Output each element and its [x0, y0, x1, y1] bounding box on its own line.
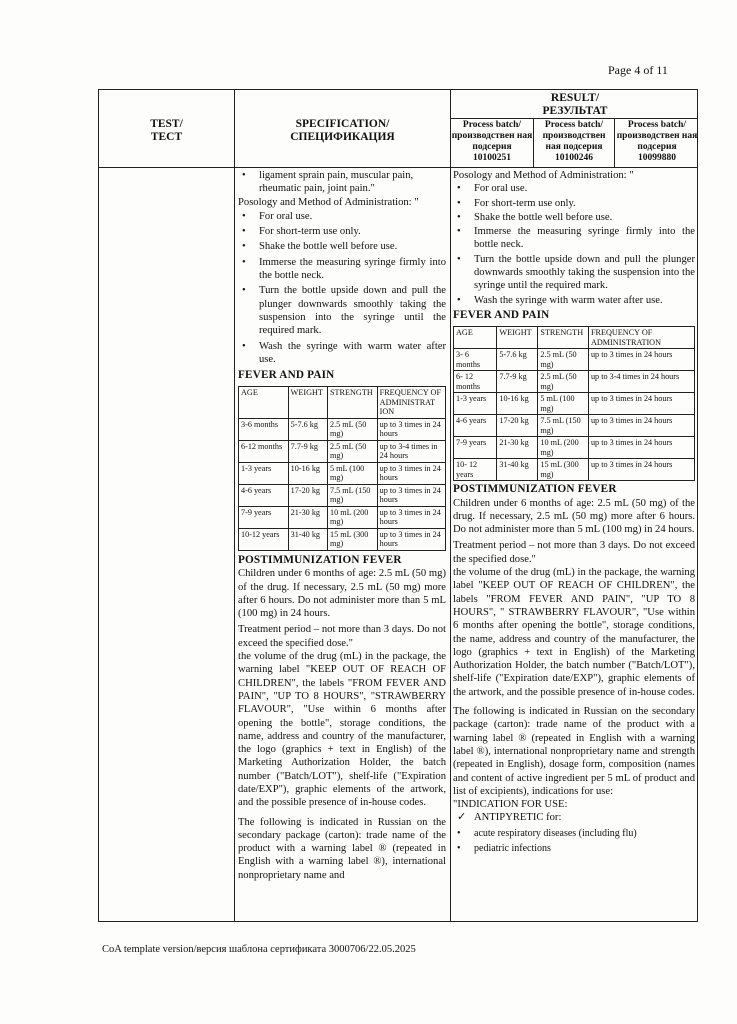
table-cell: up to 3 times in 24 hours — [588, 437, 694, 459]
fever-pain-title: FEVER AND PAIN — [453, 308, 550, 321]
posology-list — [238, 210, 446, 366]
list-item: • acute respiratory diseases (including flu) — [453, 827, 695, 840]
test-header: TEST/ ТЕСТ — [150, 118, 183, 143]
indication-title: "INDICATION FOR USE: — [453, 799, 568, 811]
table-cell: 2.5 mL (50 mg) — [328, 418, 378, 440]
list-item: • Turn the bottle upside down and pull the plunger downwards smoothly taking the suspension into the syringe until the required mark. — [453, 253, 695, 293]
indications-list — [238, 169, 446, 196]
specification-column — [238, 169, 446, 882]
table-cell: 7.7-9 kg — [497, 371, 538, 393]
table-cell: 10 mL (200 mg) — [538, 437, 589, 459]
table-cell: 7-9 years — [239, 506, 289, 528]
table-cell: 4-6 years — [454, 415, 497, 437]
treatment-text: Treatment period – not more than 3 days. Do not exceed the specified dose." — [453, 540, 695, 565]
list-item: • For oral use. — [453, 182, 695, 195]
table-cell: 3- 6 months — [454, 349, 497, 371]
result-header: RESULT/ РЕЗУЛЬТАТ — [542, 92, 608, 117]
table-cell: 2.5 mL (50 mg) — [538, 371, 589, 393]
table-row — [454, 459, 695, 481]
batch-column-1: Process batch/ производствен ная подсерия 10100251 — [451, 120, 533, 163]
table-cell: 10-16 kg — [288, 462, 327, 484]
table-cell: up to 3-4 times in 24 hours — [588, 371, 694, 393]
postimmunization-title: POSTIMMUNIZATION FEVER — [453, 483, 617, 496]
table-header: AGE — [454, 327, 497, 349]
table-cell: 4-6 years — [239, 484, 289, 506]
table-cell: up to 3 times in 24 hours — [377, 506, 445, 528]
table-cell: 31-40 kg — [288, 528, 327, 550]
table-row — [239, 506, 446, 528]
table-cell: 21-30 kg — [497, 437, 538, 459]
table-cell: 7.5 mL (150 mg) — [538, 415, 589, 437]
table-row — [454, 415, 695, 437]
table-cell: 5 mL (100 mg) — [328, 462, 378, 484]
postimmunization-text: Children under 6 months of age: 2.5 mL (50 mg) of the drug. If necessary, 2.5 mL (50 mg) more after 6 hours. Do not administer more than 5 mL (100 mg) in 24 hours. — [238, 568, 446, 620]
list-item: • Shake the bottle well before use. — [238, 240, 446, 253]
table-cell: 5 mL (100 mg) — [538, 393, 589, 415]
table-cell: 5-7.6 kg — [288, 418, 327, 440]
table-cell: 7.7-9 kg — [288, 440, 327, 462]
posology-list — [453, 182, 695, 307]
table-row — [454, 393, 695, 415]
postimmunization-title: POSTIMMUNIZATION FEVER — [238, 553, 402, 566]
table-header: FREQUENCY OF ADMINISTRAT ION — [377, 387, 445, 419]
fever-pain-title: FEVER AND PAIN — [238, 369, 335, 382]
table-row — [454, 371, 695, 393]
table-row — [239, 528, 446, 550]
list-item: • pediatric infections — [453, 842, 695, 855]
table-cell: up to 3 times in 24 hours — [377, 484, 445, 506]
table-header: STRENGTH — [538, 327, 589, 349]
list-item: • Immerse the measuring syringe firmly into the bottle neck. — [453, 225, 695, 252]
table-cell: 17-20 kg — [288, 484, 327, 506]
table-cell: 6- 12 months — [454, 371, 497, 393]
table-cell: 10-12 years — [239, 528, 289, 550]
table-row — [239, 462, 446, 484]
table-cell: 15 mL (300 mg) — [538, 459, 589, 481]
table-cell: up to 3 times in 24 hours — [377, 528, 445, 550]
table-cell: 5-7.6 kg — [497, 349, 538, 371]
table-row — [454, 437, 695, 459]
page-number: Page 4 of 11 — [608, 63, 668, 77]
treatment-text: Treatment period – not more than 3 days. Do not exceed the specified dose." — [238, 624, 446, 649]
results-table — [98, 89, 698, 922]
indication-list — [453, 827, 695, 856]
table-cell: up to 3 times in 24 hours — [588, 415, 694, 437]
table-cell: 7.5 mL (150 mg) — [328, 484, 378, 506]
dosage-table — [453, 326, 695, 481]
list-item: • Shake the bottle well before use. — [453, 211, 695, 224]
table-cell: 2.5 mL (50 mg) — [328, 440, 378, 462]
table-cell: 15 mL (300 mg) — [328, 528, 378, 550]
footer-template-version: CoA template version/версия шаблона сертификата 3000706/22.05.2025 — [102, 944, 416, 955]
table-cell: up to 3 times in 24 hours — [377, 462, 445, 484]
dosage-table — [238, 386, 446, 551]
list-item: • ligament sprain pain, muscular pain, rheumatic pain, joint pain." — [238, 169, 446, 196]
table-row — [454, 349, 695, 371]
table-cell: 10-16 kg — [497, 393, 538, 415]
table-cell: up to 3 times in 24 hours — [588, 459, 694, 481]
secondary-package-text: The following is indicated in Russian on the secondary package (carton): trade name of the product with a warning label ® (repeated in English with a warning label ®), international nonproprietary name and strength (repeated in English), dosage form, composition (names and content of active ingredient per 5 mL of product and list of excipients), indications for use: — [453, 706, 695, 797]
list-item: • For short-term use only. — [238, 225, 446, 238]
list-item: ✓ ANTIPYRETIC for: — [453, 811, 695, 824]
result-column — [453, 169, 695, 855]
list-item: • For short-term use only. — [453, 197, 695, 210]
antipyretic-list — [453, 811, 695, 824]
table-header: WEIGHT — [288, 387, 327, 419]
table-row — [239, 484, 446, 506]
table-row — [239, 418, 446, 440]
table-cell: 1-3 years — [454, 393, 497, 415]
batch-column-3: Process batch/ производствен ная подсерия 10099880 — [616, 120, 698, 163]
table-cell: 10 mL (200 mg) — [328, 506, 378, 528]
table-header: FREQUENCY OF ADMINISTRATION — [588, 327, 694, 349]
postimmunization-text: Children under 6 months of age: 2.5 mL (50 mg) of the drug. If necessary, 2.5 mL (50 mg) more after 6 hours. Do not administer more than 5 mL (100 mg) in 24 hours. — [453, 497, 695, 536]
table-cell: 3-6 months — [239, 418, 289, 440]
table-cell: 17-20 kg — [497, 415, 538, 437]
posology-title: Posology and Method of Administration: " — [238, 196, 419, 208]
posology-title: Posology and Method of Administration: " — [453, 170, 634, 181]
table-cell: 6-12 months — [239, 440, 289, 462]
table-cell: 1-3 years — [239, 462, 289, 484]
table-cell: 31-40 kg — [497, 459, 538, 481]
list-item: • Wash the syringe with warm water after use. — [238, 340, 446, 367]
table-cell: up to 3 times in 24 hours — [377, 418, 445, 440]
package-volume-text: the volume of the drug (mL) in the package, the warning label "KEEP OUT OF REACH OF CHILDREN", the labels "FROM FEVER AND PAIN", "UP TO 8 HOURS", "STRAWBERRY FLAVOUR", "Use within 6 months after opening the bottle", storage conditions, the name, address and country of the manufacturer, the logo (graphics + text in English) of the Marketing Authorization Holder, the batch number ("Batch/LOT"), shelf-life ("Expiration date/EXP"), graphic elements of the artwork, and the possible presence of in-house codes. — [238, 651, 446, 809]
list-item: • For oral use. — [238, 210, 446, 223]
table-cell: 10- 12 years — [454, 459, 497, 481]
table-header: AGE — [239, 387, 289, 419]
list-item: • Immerse the measuring syringe firmly into the bottle neck. — [238, 256, 446, 283]
table-cell: up to 3-4 times in 24 hours — [377, 440, 445, 462]
batch-column-2: Process batch/ производствен ная подсерия 10100246 — [542, 120, 606, 163]
table-row — [239, 440, 446, 462]
list-item: • Wash the syringe with warm water after use. — [453, 294, 695, 307]
table-cell: 21-30 kg — [288, 506, 327, 528]
table-cell: up to 3 times in 24 hours — [588, 349, 694, 371]
table-cell: 7-9 years — [454, 437, 497, 459]
list-item: • Turn the bottle upside down and pull the plunger downwards smoothly taking the suspension into the syringe until the required mark. — [238, 284, 446, 337]
package-volume-text: the volume of the drug (mL) in the package, the warning label "KEEP OUT OF REACH OF CHILDREN", the labels "FROM FEVER AND PAIN", "UP TO 8 HOURS", " STRAWBERRY FLAVOUR", "Use within 6 months after opening the bottle", storage conditions, the name, address and country of the manufacturer, the logo (graphics + text in English) of the Marketing Authorization Holder, the batch number ("Batch/LOT"), shelf-life ("Expiration date/EXP"), graphic elements of the artwork, and the possible presence of in-house codes. — [453, 567, 695, 698]
table-cell: 2.5 mL (50 mg) — [538, 349, 589, 371]
table-cell: up to 3 times in 24 hours — [588, 393, 694, 415]
secondary-package-text: The following is indicated in Russian on the secondary package (carton): trade name of the product with a warning label ® (repeated in English with a warning label ®), international nonproprietary name and — [238, 816, 446, 881]
specification-header: SPECIFICATION/ СПЕЦИФИКАЦИЯ — [290, 118, 395, 143]
table-header: WEIGHT — [497, 327, 538, 349]
table-header: STRENGTH — [328, 387, 378, 419]
